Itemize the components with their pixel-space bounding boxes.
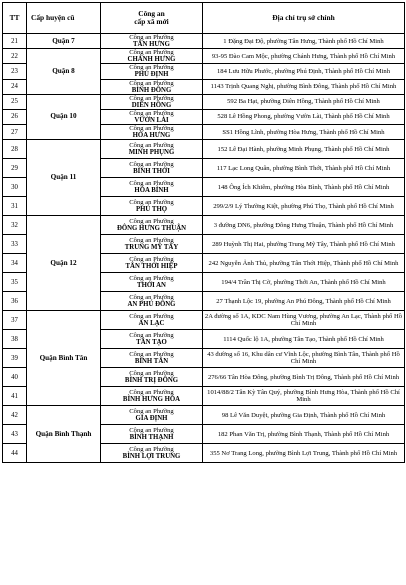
row-number: 43 [3,425,27,444]
new-unit-cell [101,216,203,235]
ward-name: TÂN HƯNG [133,41,170,49]
new-unit-cell [101,235,203,254]
address-cell: 98 Lê Văn Duyệt, phường Gia Định, Thành phố Hồ Chí Minh [203,406,405,425]
address-cell: 184 Lưu Hữu Phước, phường Phú Định, Thành phố Hồ Chí Minh [203,64,405,79]
ward-name: BÌNH HƯNG HÒA [122,396,181,404]
ward-name: THỚI AN [137,282,166,290]
ward-name: DIÊN HỒNG [131,101,172,109]
row-number: 27 [3,125,27,140]
row-number: 32 [3,216,27,235]
row-number: 31 [3,197,27,216]
address-cell: SS1 Hồng Lĩnh, phường Hòa Hưng, Thành phố Hồ Chí Minh [203,125,405,140]
new-unit-cell [101,178,203,197]
new-unit-cell [101,330,203,349]
address-cell: 194/4 Trần Thị Cờ, phường Thới An, Thành phố Hồ Chí Minh [203,273,405,292]
address-cell: 27 Thạnh Lộc 19, phường An Phú Đông, Thành phố Hồ Chí Minh [203,292,405,311]
header-new-unit-text: Công an cấp xã mới [134,9,169,26]
row-number: 30 [3,178,27,197]
unit-prefix: Công an Phường [129,180,174,188]
new-unit-cell [101,254,203,273]
table-row [3,311,405,330]
ward-name: CHÁNH HƯNG [127,56,176,64]
row-number: 42 [3,406,27,425]
ward-name: TÂN THỚI HIỆP [125,263,178,271]
table-row [3,34,405,49]
address-cell: 43 đường số 16, Khu dân cư Vĩnh Lộc, phường Bình Tân, Thành phố Hồ Chí Minh [203,349,405,368]
unit-prefix: Công an Phường [129,109,174,117]
new-unit-cell [101,444,203,463]
old-district-cell: Quận Bình Tân [27,311,101,406]
header-new-unit [101,3,203,34]
address-cell: 276/66 Tân Hòa Đông, phường Bình Trị Đông, Thành phố Hồ Chí Minh [203,368,405,387]
unit-prefix: Công an Phường [129,199,174,207]
ward-name: BÌNH THẠNH [129,434,174,442]
new-unit-cell [101,64,203,79]
unit-prefix: Công an Phường [129,275,174,283]
row-number: 25 [3,94,27,109]
old-district-cell: Quận 11 [27,140,101,216]
row-number: 40 [3,368,27,387]
address-cell: 592 Ba Hạt, phường Diên Hồng, Thành phố Hồ Chí Minh [203,94,405,109]
new-unit-cell [101,197,203,216]
new-unit-cell [101,368,203,387]
old-district-cell: Quận 12 [27,216,101,311]
ward-name: MINH PHỤNG [128,149,175,157]
old-district-cell: Quận 10 [27,94,101,140]
old-district-cell: Quận Bình Thạnh [27,406,101,463]
unit-prefix: Công an Phường [129,218,174,226]
row-number: 21 [3,34,27,49]
ward-name: HÒA HƯNG [132,132,171,140]
row-number: 39 [3,349,27,368]
unit-prefix: Công an Phường [129,161,174,169]
address-cell: 152 Lê Đại Hành, phường Minh Phụng, Thành phố Hồ Chí Minh [203,140,405,159]
table-row [3,406,405,425]
new-unit-cell [101,406,203,425]
row-number: 24 [3,79,27,94]
row-number: 37 [3,311,27,330]
address-cell: 93-95 Đào Cam Mộc, phường Chánh Hưng, Thành phố Hồ Chí Minh [203,49,405,64]
new-unit-cell [101,125,203,140]
address-cell: 182 Phan Văn Trị, phường Bình Thạnh, Thành phố Hồ Chí Minh [203,425,405,444]
unit-prefix: Công an Phường [129,446,174,454]
row-number: 34 [3,254,27,273]
row-number: 28 [3,140,27,159]
address-cell: 242 Nguyễn Ảnh Thủ, phường Tân Thới Hiệp, Thành phố Hồ Chí Minh [203,254,405,273]
row-number: 35 [3,273,27,292]
ward-name: ĐÔNG HƯNG THUẬN [116,225,187,233]
unit-prefix: Công an Phường [129,94,174,102]
new-unit-cell [101,292,203,311]
unit-prefix: Công an Phường [129,408,174,416]
unit-prefix: Công an Phường [129,142,174,150]
unit-prefix: Công an Phường [129,294,174,302]
ward-name: PHÚ THỌ [135,206,168,214]
ward-name: PHÚ ĐỊNH [134,71,169,79]
ward-police-table [2,2,405,463]
address-cell: 299/2/9 Lý Thường Kiệt, phường Phú Thọ, Thành phố Hồ Chí Minh [203,197,405,216]
new-unit-cell [101,94,203,109]
ward-name: TRUNG MỸ TÂY [124,244,179,252]
unit-prefix: Công an Phường [129,351,174,359]
row-number: 23 [3,64,27,79]
ward-name: TÂN TẠO [136,339,167,347]
new-unit-cell [101,349,203,368]
ward-name: BÌNH LỢI TRUNG [122,453,181,461]
unit-prefix: Công an Phường [129,34,174,41]
new-unit-cell [101,159,203,178]
header-address: Địa chỉ trụ sở chính [203,3,405,34]
unit-prefix: Công an Phường [129,49,174,57]
table-body [3,34,405,463]
ward-name: VƯỜN LÀI [134,117,169,125]
unit-prefix: Công an Phường [129,370,174,378]
address-cell: 289 Huỳnh Thị Hai, phường Trung Mỹ Tây, Thành phố Hồ Chí Minh [203,235,405,254]
table-header-row [3,3,405,34]
ward-name: AN PHÚ ĐÔNG [127,301,176,309]
table-row [3,216,405,235]
ward-name: BÌNH TRỊ ĐÔNG [124,377,179,385]
old-district-cell: Quận 7 [27,34,101,49]
unit-prefix: Công an Phường [129,313,174,321]
new-unit-cell [101,387,203,406]
row-number: 33 [3,235,27,254]
new-unit-cell [101,49,203,64]
table-row [3,49,405,64]
new-unit-cell [101,425,203,444]
row-number: 38 [3,330,27,349]
address-cell: 1143 Trịnh Quang Nghị, phường Bình Đông, Thành phố Hồ Chí Minh [203,79,405,94]
address-cell: 528 Lê Hồng Phong, phường Vườn Lài, Thành phố Hồ Chí Minh [203,109,405,124]
address-cell: 148 Ông Ích Khiêm, phường Hòa Bình, Thành phố Hồ Chí Minh [203,178,405,197]
table-row [3,94,405,109]
address-cell: 1114 Quốc lộ 1A, phường Tân Tạo, Thành phố Hồ Chí Minh [203,330,405,349]
new-unit-cell [101,79,203,94]
unit-prefix: Công an Phường [129,64,174,72]
unit-prefix: Công an Phường [129,427,174,435]
address-cell: 355 Nơ Trang Long, phường Bình Lợi Trung, Thành phố Hồ Chí Minh [203,444,405,463]
row-number: 44 [3,444,27,463]
row-number: 41 [3,387,27,406]
address-cell: 3 đường DN6, phường Đông Hưng Thuận, Thành phố Hồ Chí Minh [203,216,405,235]
address-cell: 1 Đặng Đại Độ, phường Tân Hưng, Thành phố Hồ Chí Minh [203,34,405,49]
ward-name: BÌNH TÂN [134,358,169,366]
row-number: 29 [3,159,27,178]
new-unit-cell [101,34,203,49]
old-district-cell: Quận 8 [27,49,101,95]
unit-prefix: Công an Phường [129,389,174,397]
ward-name: GIA ĐỊNH [135,415,168,423]
new-unit-cell [101,311,203,330]
row-number: 22 [3,49,27,64]
new-unit-cell [101,273,203,292]
unit-prefix: Công an Phường [129,237,174,245]
row-number: 26 [3,109,27,124]
ward-name: BÌNH THỚI [133,168,170,176]
ward-name: AN LẠC [138,320,165,328]
new-unit-cell [101,140,203,159]
unit-prefix: Công an Phường [129,79,174,87]
ward-name: HÒA BÌNH [134,187,169,195]
unit-prefix: Công an Phường [129,332,174,340]
table-row [3,140,405,159]
unit-prefix: Công an Phường [129,125,174,133]
unit-prefix: Công an Phường [129,256,174,264]
address-cell: 117 Lạc Long Quân, phường Bình Thới, Thành phố Hồ Chí Minh [203,159,405,178]
header-tt: TT [3,3,27,34]
header-old-district: Cấp huyện cũ [27,3,101,34]
address-cell: 2A đường số 1A, KDC Nam Hùng Vương, phường An Lạc, Thành phố Hồ Chí Minh [203,311,405,330]
ward-name: BÌNH ĐÔNG [131,86,172,94]
address-cell: 1014/88/2 Tân Kỳ Tân Quý, phường Bình Hưng Hòa, Thành phố Hồ Chí Minh [203,387,405,406]
row-number: 36 [3,292,27,311]
new-unit-cell [101,109,203,124]
